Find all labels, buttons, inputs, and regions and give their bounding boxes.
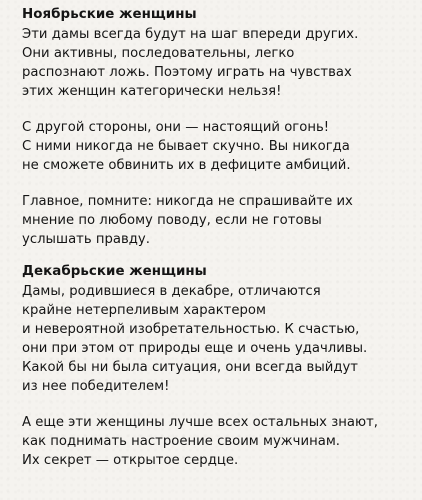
december-section xyxy=(22,263,404,470)
november-title: Ноябрьские женщины xyxy=(22,7,197,22)
paragraph-line: А еще эти женщины лучше всех остальных знают, xyxy=(22,415,379,430)
paragraph-line: крайне нетерпеливым характером xyxy=(22,303,266,318)
november-section xyxy=(22,6,404,249)
paragraph-line: как поднимать настроение своим мужчинам. xyxy=(22,434,341,449)
december-title: Декабрьские женщины xyxy=(22,264,207,279)
paragraph-gap xyxy=(22,396,404,413)
paragraph-line: Какой бы ни была ситуация, они всегда выйдут xyxy=(22,360,359,375)
paragraph-line: услышать правду. xyxy=(22,232,150,247)
paragraph-gap xyxy=(22,175,404,192)
november-paragraph-2 xyxy=(22,118,404,175)
november-paragraph-1 xyxy=(22,25,404,101)
paragraph-line: Главное, помните: никогда не спрашивайте их xyxy=(22,194,353,209)
paragraph-line: мнение по любому поводу, если не готовы xyxy=(22,213,322,228)
december-paragraph-2 xyxy=(22,413,404,470)
paragraph-line: распознают ложь. Поэтому играть на чувствах xyxy=(22,65,352,80)
paragraph-line: С другой стороны, они — настоящий огонь! xyxy=(22,120,330,135)
paragraph-line: они при этом от природы еще и очень удачливы. xyxy=(22,341,368,356)
paragraph-line: Дамы, родившиеся в декабре, отличаются xyxy=(22,284,321,299)
section-gap xyxy=(22,249,404,263)
december-paragraph-1 xyxy=(22,282,404,396)
paragraph-line: С ними никогда не бывает скучно. Вы никогда xyxy=(22,139,350,154)
paragraph-line: Их секрет — открытое сердце. xyxy=(22,453,239,468)
paragraph-line: Эти дамы всегда будут на шаг впереди других. xyxy=(22,27,359,42)
paragraph-line: из нее победителем! xyxy=(22,379,170,394)
paragraph-gap xyxy=(22,101,404,118)
november-paragraph-3 xyxy=(22,192,404,249)
paragraph-line: не сможете обвинить их в дефиците амбиций. xyxy=(22,158,351,173)
paragraph-line: Они активны, последовательны, легко xyxy=(22,46,295,61)
paragraph-line: и невероятной изобретательностью. К счастью, xyxy=(22,322,360,337)
paragraph-line: этих женщин категорически нельзя! xyxy=(22,84,282,99)
